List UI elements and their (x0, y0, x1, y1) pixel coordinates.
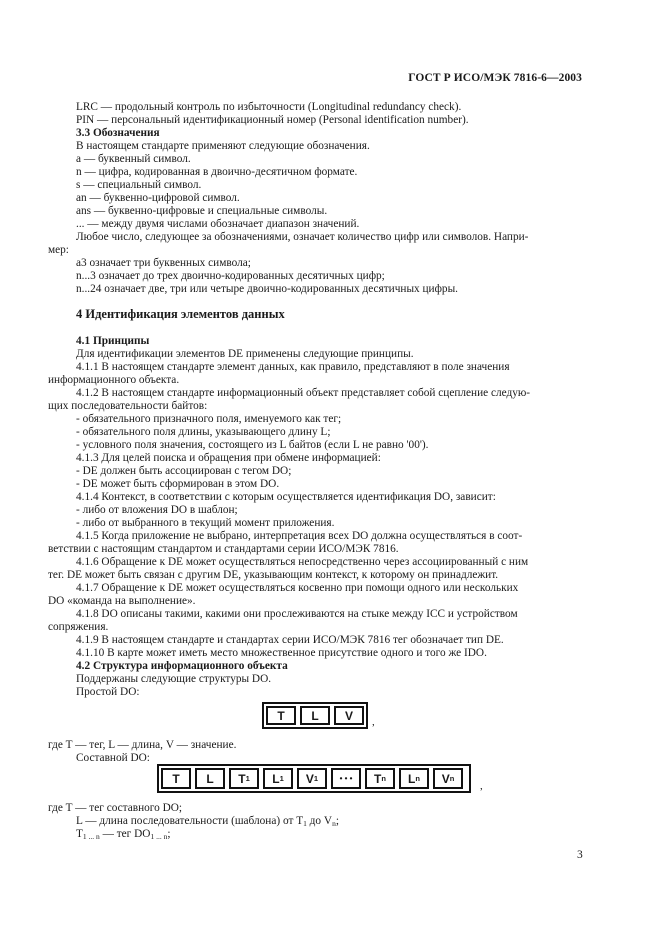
text-line: 4.1.7 Обращение к DE может осуществляться косвенно при помощи одного или нескольких (76, 582, 519, 594)
text-line: ans — буквенно-цифровые и специальные символы. (76, 205, 328, 217)
diagram-comma: , (480, 780, 483, 792)
list-item: - DE может быть сформирован в этом DO. (76, 478, 280, 490)
compound-do-diagram (157, 764, 471, 793)
list-item: - обязательного поля длины, указывающего длину L; (76, 426, 331, 438)
text-line: 4.1.6 Обращение к DE может осуществляться непосредственно через ассоциированный с ним (76, 556, 529, 568)
subsection-heading: 4.1 Принципы (76, 335, 150, 347)
tag-n-cell: T n (365, 768, 395, 789)
page-header: ГОСТ Р ИСО/МЭК 7816-6—2003 (408, 72, 582, 84)
length-n-cell: L n (399, 768, 429, 789)
text-line: тег. DE может быть связан с другим DE, указывающим контекст, к которому он принадлежит. (48, 569, 499, 581)
text-line: an — буквенно-цифровой символ. (76, 192, 240, 204)
tag-1-cell: T 1 (229, 768, 259, 789)
list-item: - либо от вложения DO в шаблон; (76, 504, 238, 516)
compound-tag-cell: T (161, 768, 191, 789)
subsection-heading: 4.2 Структура информационного объекта (76, 660, 288, 672)
section-heading: 4 Идентификация элементов данных (76, 307, 285, 321)
text-line: s — специальный символ. (76, 179, 202, 191)
list-item: - условного поля значения, состоящего из L байтов (если L не равно '00'). (76, 439, 429, 451)
text-line: Поддержаны следующие структуры DO. (76, 673, 272, 685)
text-line: n...24 означает две, три или четыре двоично-кодированных десятичных цифры. (76, 283, 458, 295)
text-line: где T — тег составного DO; (48, 802, 183, 814)
section-heading: 3.3 Обозначения (76, 127, 160, 139)
value-1-cell: V 1 (297, 768, 327, 789)
length-1-cell: L 1 (263, 768, 293, 789)
text-line: 4.1.5 Когда приложение не выбрано, интерпретация всех DO должна осуществляться в соот- (76, 530, 523, 542)
list-item: - DE должен быть ассоциирован с тегом DO; (76, 465, 292, 477)
text-line: n...3 означает до трех двоично-кодированных десятичных цифр; (76, 270, 385, 282)
text-line: n — цифра, кодированная в двоично-десятичном формате. (76, 166, 358, 178)
text-line: a — буквенный символ. (76, 153, 191, 165)
text-line: Простой DO: (76, 686, 140, 698)
text-line: $T_{1 ... n}$ — тег $DO_{1 ... n}$; (76, 828, 171, 841)
text-line: Составной DO: (76, 752, 150, 764)
text-line: мер: (48, 244, 69, 256)
text-line: Любое число, следующее за обозначениями, означает количество цифр или символов. Напри- (76, 231, 529, 243)
text-line: L — длина последовательности (шаблона) от $T_1$ до $V_n$; (76, 815, 339, 828)
compound-length-cell: L (195, 768, 225, 789)
list-item: - либо от выбранного в текущий момент приложения. (76, 517, 335, 529)
text-line: ... — между двумя числами обозначает диапазон значений. (76, 218, 360, 230)
text-line: 4.1.8 DO описаны такими, какими они прослеживаются на стыке между ICC и устройством (76, 608, 518, 620)
simple-do-diagram (262, 702, 368, 729)
text-line: LRC — продольный контроль по избыточности (Longitudinal redundancy check). (76, 101, 462, 113)
text-line: 4.1.1 В настоящем стандарте элемент данных, как правило, представляют в поле значения (76, 361, 510, 373)
text-line: В настоящем стандарте применяют следующие обозначения. (76, 140, 370, 152)
text-line: ветствии с настоящим стандартом и стандартами серии ИСО/МЭК 7816. (48, 543, 399, 555)
tag-cell: T (266, 706, 296, 725)
text-line: PIN — персональный идентификационный номер (Personal identification number). (76, 114, 469, 126)
list-item: - обязательного призначного поля, именуемого как тег; (76, 413, 342, 425)
text-line: 4.1.10 В карте может иметь место множественное присутствие одного и того же IDO. (76, 647, 487, 659)
length-cell: L (300, 706, 330, 725)
text-line: щих последовательности байтов: (48, 400, 208, 412)
text-line: 4.1.2 В настоящем стандарте информационный объект представляет собой сцепление следую- (76, 387, 531, 399)
text-line: сопряжения. (48, 621, 109, 633)
text-line: где T — тег, L — длина, V — значение. (48, 739, 237, 751)
diagram-comma: , (372, 716, 375, 728)
page-number: 3 (577, 849, 583, 861)
text-line: 4.1.9 В настоящем стандарте и стандартах серии ИСО/МЭК 7816 тег обозначает тип DE. (76, 634, 504, 646)
text-line: Для идентификации элементов DE применены следующие принципы. (76, 348, 414, 360)
text-line: 4.1.4 Контекст, в соответствии с которым осуществляется идентификация DO, зависит: (76, 491, 496, 503)
text-line: DO «команда на выполнение». (48, 595, 196, 607)
text-line: a3 означает три буквенных символа; (76, 257, 251, 269)
value-n-cell: V n (433, 768, 463, 789)
value-cell: V (334, 706, 364, 725)
text-line: 4.1.3 Для целей поиска и обращения при обмене информацией: (76, 452, 381, 464)
ellipsis-cell: • • • (331, 768, 361, 789)
text-line: информационного объекта. (48, 374, 180, 386)
